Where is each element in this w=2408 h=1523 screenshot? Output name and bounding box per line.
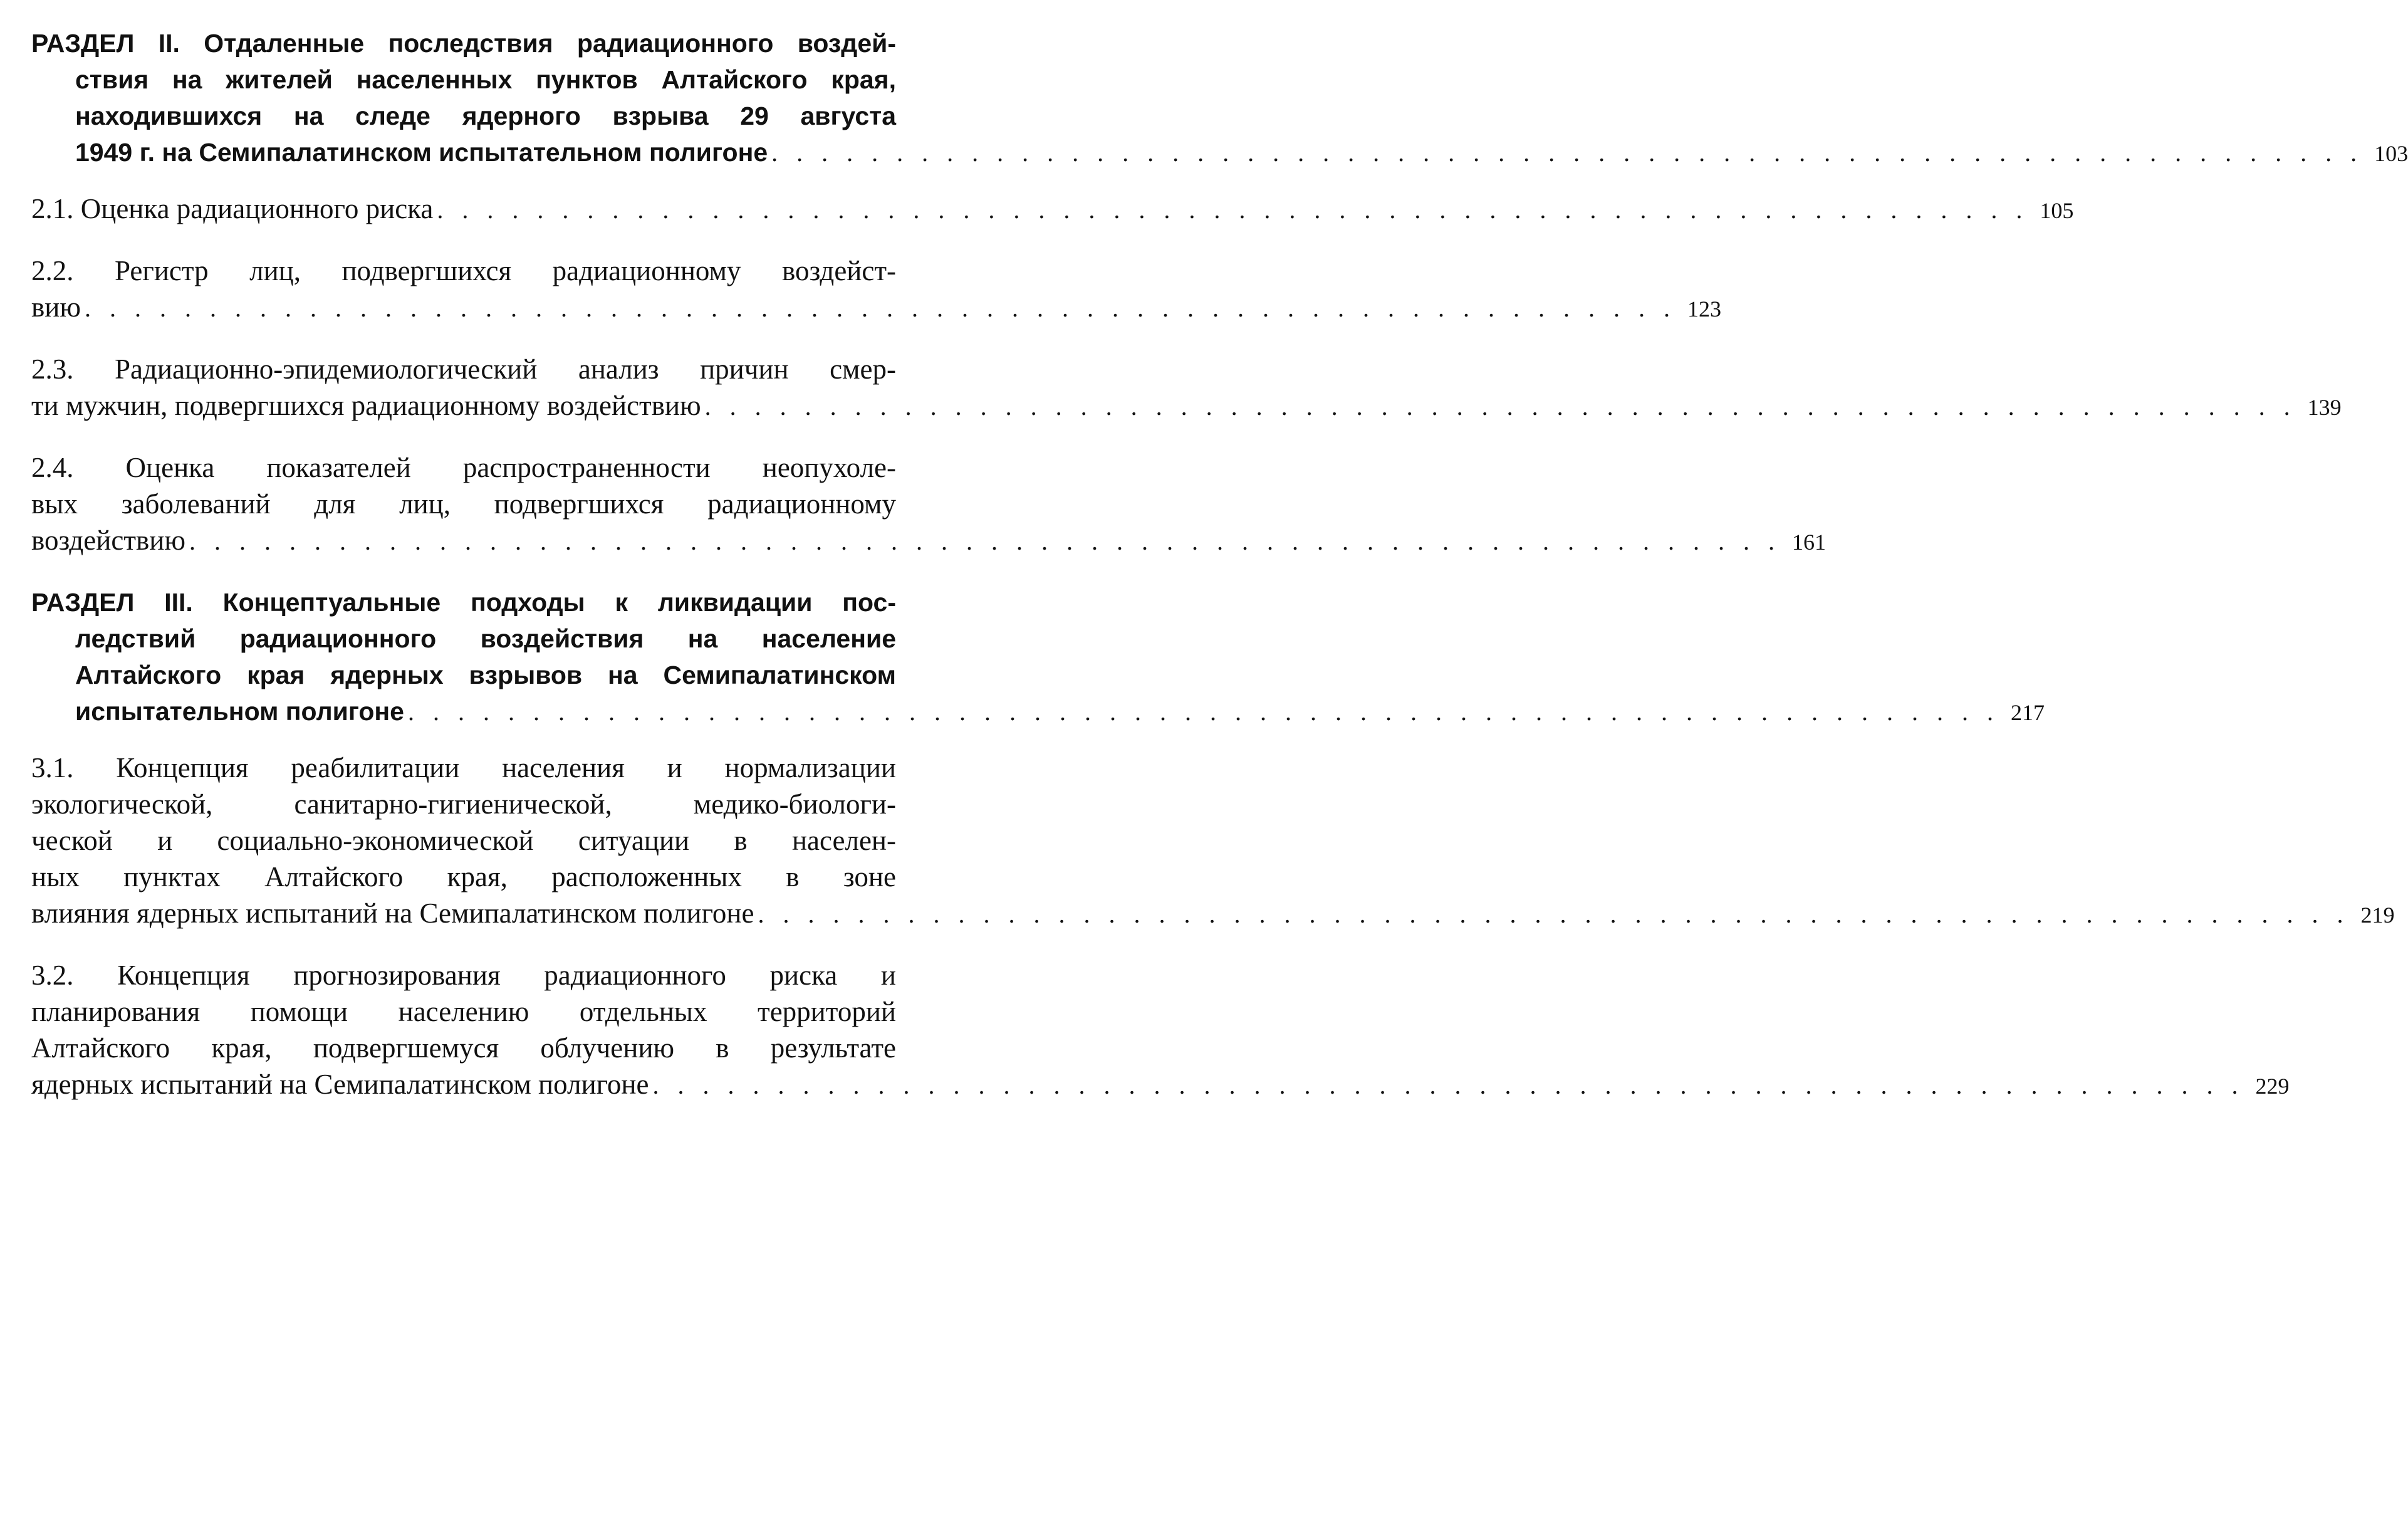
dot-leader: . . . . . . . . . . . . . . . . . . . . . . . . . . . . . . . . . . . . . . . . . . . . . . . . . . . . . . . . . . . . . . . . [84,294,1676,322]
toc-entry-line: ядерных испытаний на Семипалатинском полигоне [31,1069,649,1100]
toc-page-number: 219 [2360,903,2395,928]
toc-entry-line: планирования помощи населению отдельных территорий [31,996,896,1027]
toc-page-number: 229 [2255,1074,2290,1099]
toc-page-number: 217 [2010,700,2045,725]
toc-entry-line: РАЗДЕЛ II. Отдаленные последствия радиационного воздей- [31,29,896,58]
toc-entry-line: 2.1. Оценка радиационного риска [31,193,434,224]
toc-entry-line: ледствий радиационного воздействия на население [75,624,896,653]
toc-entry-line: ти мужчин, подвергшихся радиационному воздействию [31,390,701,421]
toc-entry-line: вых заболеваний для лиц, подвергшихся радиационному [31,488,896,520]
toc-page-number: 103 [2374,141,2408,166]
dot-leader: . . . . . . . . . . . . . . . . . . . . . . . . . . . . . . . . . . . . . . . . . . . . . . . . . . . . . . . . . . . . . . . . [407,698,1999,726]
toc-entry-line: 2.3. Радиационно-эпидемиологический анализ причин смер- [31,353,896,385]
toc-entry-last-line [31,191,2074,229]
toc-entry-line: 3.1. Концепция реабилитации населения и нормализации [31,752,896,783]
toc-entry-last-line [31,895,2395,933]
toc-entry-line: влияния ядерных испытаний на Семипалатинском полигоне [31,898,754,929]
toc-page-number: 123 [1687,296,1721,322]
dot-leader: . . . . . . . . . . . . . . . . . . . . . . . . . . . . . . . . . . . . . . . . . . . . . . . . . . . . . . . . . . . . . . . . [652,1071,2244,1099]
toc-entry-line: испытательном полигоне [75,697,404,726]
toc-page-number: 161 [1791,530,1826,555]
toc-entry-last-line [31,522,1826,560]
toc-entry-last-line [31,289,1721,327]
toc-entry-line: 1949 г. на Семипалатинском испытательном полигоне [75,138,768,167]
toc-entry-line: находившихся на следе ядерного взрыва 29 августа [75,102,896,130]
toc-entry-line: экологической, санитарно-гигиенической, медико-биологи- [31,788,896,820]
toc-entry-3-1 [31,750,2395,933]
toc-entry-2-3 [31,351,2342,426]
toc-entry-last-line [31,134,2408,172]
toc-entry-last-line [31,1066,2290,1104]
table-of-contents [31,25,2408,1104]
dot-leader: . . . . . . . . . . . . . . . . . . . . . . . . . . . . . . . . . . . . . . . . . . . . . . . . . . . . . . . . . . . . . . . . [189,527,1781,555]
dot-leader: . . . . . . . . . . . . . . . . . . . . . . . . . . . . . . . . . . . . . . . . . . . . . . . . . . . . . . . . . . . . . . . . [758,900,2350,928]
toc-entry-line: ческой и социально-экономической ситуации в населен- [31,825,896,856]
toc-entry-line: 2.4. Оценка показателей распространенности неопухоле- [31,452,896,483]
toc-entry-section-2 [31,25,2408,172]
toc-entry-line: Алтайского края, подвергшемуся облучению в результате [31,1032,896,1064]
toc-entry-line: РАЗДЕЛ III. Концептуальные подходы к ликвидации пос- [31,588,896,617]
toc-entry-last-line [31,693,2045,731]
toc-entry-line: ствия на жителей населенных пунктов Алтайского края, [75,65,896,94]
dot-leader: . . . . . . . . . . . . . . . . . . . . . . . . . . . . . . . . . . . . . . . . . . . . . . . . . . . . . . . . . . . . . . . . [437,196,2029,224]
toc-entry-3-2 [31,957,2290,1104]
toc-entry-line: ных пунктах Алтайского края, расположенных в зоне [31,861,896,892]
toc-entry-last-line [31,387,2342,426]
toc-entry-line: 3.2. Концепция прогнозирования радиационного риска и [31,960,896,991]
toc-entry-line: вию [31,291,81,323]
toc-page-number: 105 [2040,198,2074,223]
toc-entry-2-4 [31,449,1826,560]
toc-page-number: 139 [2307,395,2342,420]
toc-entry-2-2 [31,253,1721,327]
dot-leader: . . . . . . . . . . . . . . . . . . . . . . . . . . . . . . . . . . . . . . . . . . . . . . . . . . . . . . . . . . . . . . . . [704,392,2296,421]
dot-leader: . . . . . . . . . . . . . . . . . . . . . . . . . . . . . . . . . . . . . . . . . . . . . . . . . . . . . . . . . . . . . . . . [771,139,2364,167]
toc-entry-2-1 [31,191,2074,229]
toc-entry-line: 2.2. Регистр лиц, подвергшихся радиационному воздейст- [31,255,896,286]
toc-entry-line: воздействию [31,525,185,556]
toc-entry-section-3 [31,584,2045,731]
toc-entry-line: Алтайского края ядерных взрывов на Семипалатинском [75,661,896,689]
